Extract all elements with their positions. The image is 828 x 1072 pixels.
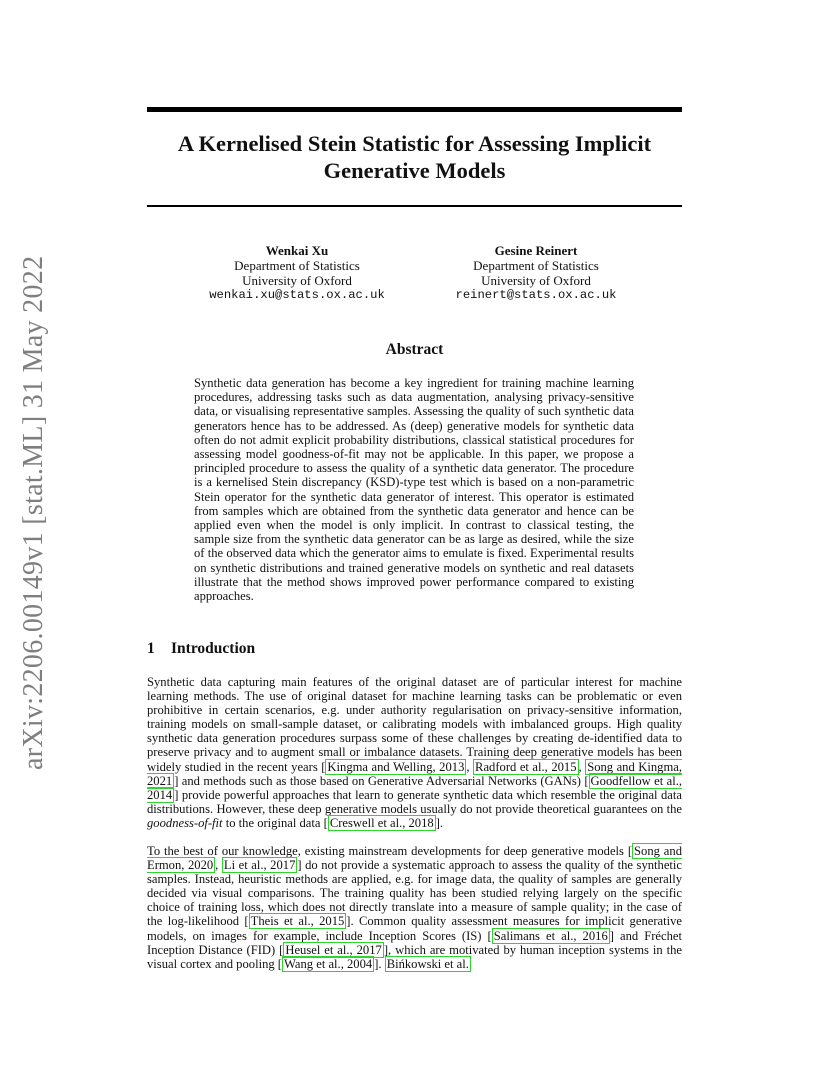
paragraph-text: to the original data [ <box>222 815 328 830</box>
paragraph-text: To the best of our knowledge, existing mainstream developments for deep generative models [ <box>147 844 633 858</box>
citation-link[interactable]: Creswell et al., 2018 <box>329 815 434 830</box>
citation-separator: , <box>578 759 586 774</box>
citation-separator: , <box>466 759 474 774</box>
author-name: Gesine Reinert <box>494 243 578 258</box>
citation-link[interactable]: Bińkowski et al. <box>386 956 469 971</box>
paragraph-text: ] and Fréchet Inception Distance (FID) [ <box>147 928 682 957</box>
paragraph-text: ]. <box>374 956 385 971</box>
abstract-heading: Abstract <box>385 341 444 358</box>
citation-link[interactable]: Salimans et al., 2016 <box>493 928 608 943</box>
author-name: Wenkai Xu <box>265 243 329 258</box>
paragraph-text: ] provide powerful approaches that learn to generate synthetic data which resemble the original data distributions. However, these deep generative models usually do not provide theoretical guarantees on the <box>147 787 682 816</box>
citation-link[interactable]: Li et al., 2017 <box>223 858 296 873</box>
citation-link[interactable]: Goodfellow et al., 2014 <box>147 773 682 802</box>
title-top-rule <box>147 107 682 112</box>
abstract-text: Synthetic data generation has become a key ingredient for training machine learning procedures, addressing tasks such as data augmentation, analysing privacy-sensitive data, or visualising representative samples. Assessing the quality of such synthetic data generators hence has to be addressed. As (deep) generative models for synthetic data often do not admit explicit probability distributions, classical statistical procedures for assessing model goodness-of-fit may not be applicable. In this paper, we propose a principled procedure to assess the quality of a synthetic data generator. The procedure is a kernelised Stein discrepancy (KSD)-type test which is based on a non-parametric Stein operator for the synthetic data generator of interest. This operator is estimated from samples which are obtained from the synthetic data generator and hence can be applied even when the model is only implicit. In contrast to classical testing, the sample size from the synthetic data generator can be as large as desired, while the size of the observed data which the generator aims to emulate is fixed. Experimental results on synthetic distributions and trained generative models on synthetic and real datasets illustrate that the method shows improved power performance compared to existing approaches. <box>194 376 634 604</box>
author-department: Department of Statistics <box>473 258 599 273</box>
author-email[interactable]: reinert@stats.ox.ac.uk <box>455 288 617 302</box>
citation-link[interactable]: Wang et al., 2004 <box>284 956 373 971</box>
section-title: Introduction <box>171 640 256 657</box>
section-number: 1 <box>147 640 155 657</box>
paragraph-text: ]. Common quality assessment measures for implicit generative models, on images for example, include Inception Scores (IS) [ <box>147 914 683 943</box>
section-heading <box>147 640 682 658</box>
paragraph-text: ], which are motivated by human inception systems in the visual cortex and pooling [ <box>147 942 683 971</box>
paragraph-text: ]. <box>435 815 444 830</box>
intro-paragraph-1 <box>147 675 682 830</box>
paragraph-text: ] and methods such as those based on Generative Adversarial Networks (GANs) [ <box>174 773 589 788</box>
citation-link[interactable]: Song and Ermon, 2020 <box>147 844 682 873</box>
author-block-2 <box>416 243 656 303</box>
author-block-1 <box>177 243 417 303</box>
citation-link[interactable]: Kingma and Welling, 2013 <box>327 759 465 774</box>
citation-link[interactable]: Heusel et al., 2017 <box>285 942 382 957</box>
citation-link[interactable]: Radford et al., 2015 <box>475 759 577 774</box>
author-university: University of Oxford <box>242 273 352 288</box>
paragraph-text: ] do not provide a systematic approach to assess the quality of the synthetic samples. Instead, heuristic methods are applied, e.g. for image data, the quality of samples are generally decided via visual comparisons. The training quality has been studied relying largely on the specific choice of training loss, which does not directly translate into a measure of sample quality; in the case of the log-likelihood [ <box>147 858 683 929</box>
paragraph-text: Synthetic data capturing main features of the original dataset are of particular interest for machine learning methods. The use of original dataset for machine learning tasks can be problematic or even prohibitive in certain scenarios, e.g. under authority regularisation on privacy-sensitive information, training models on small-sample dataset, or calibrating models with imbalanced groups. High quality synthetic data generation procedures surpass some of these challenges by creating de-identified data to preserve privacy and to augment small or imbalance datasets. Training deep generative models has been widely studied in the recent years [ <box>147 675 682 774</box>
emphasis-text: goodness-of-fit <box>147 815 223 830</box>
title-bottom-rule <box>147 205 682 207</box>
citation-link[interactable]: Theis et al., 2015 <box>250 914 345 929</box>
arxiv-identifier: arXiv:2206.00149v1 [stat.ML] 31 May 2022 <box>18 255 49 770</box>
citation-link[interactable]: Song and Kingma, 2021 <box>147 759 683 788</box>
paper-title: A Kernelised Stein Statistic for Assessing Implicit Generative Models <box>177 131 652 183</box>
author-university: University of Oxford <box>481 273 591 288</box>
intro-paragraph-2 <box>147 844 682 971</box>
author-email[interactable]: wenkai.xu@stats.ox.ac.uk <box>209 288 385 302</box>
citation-separator: , <box>215 858 222 873</box>
author-department: Department of Statistics <box>234 258 360 273</box>
